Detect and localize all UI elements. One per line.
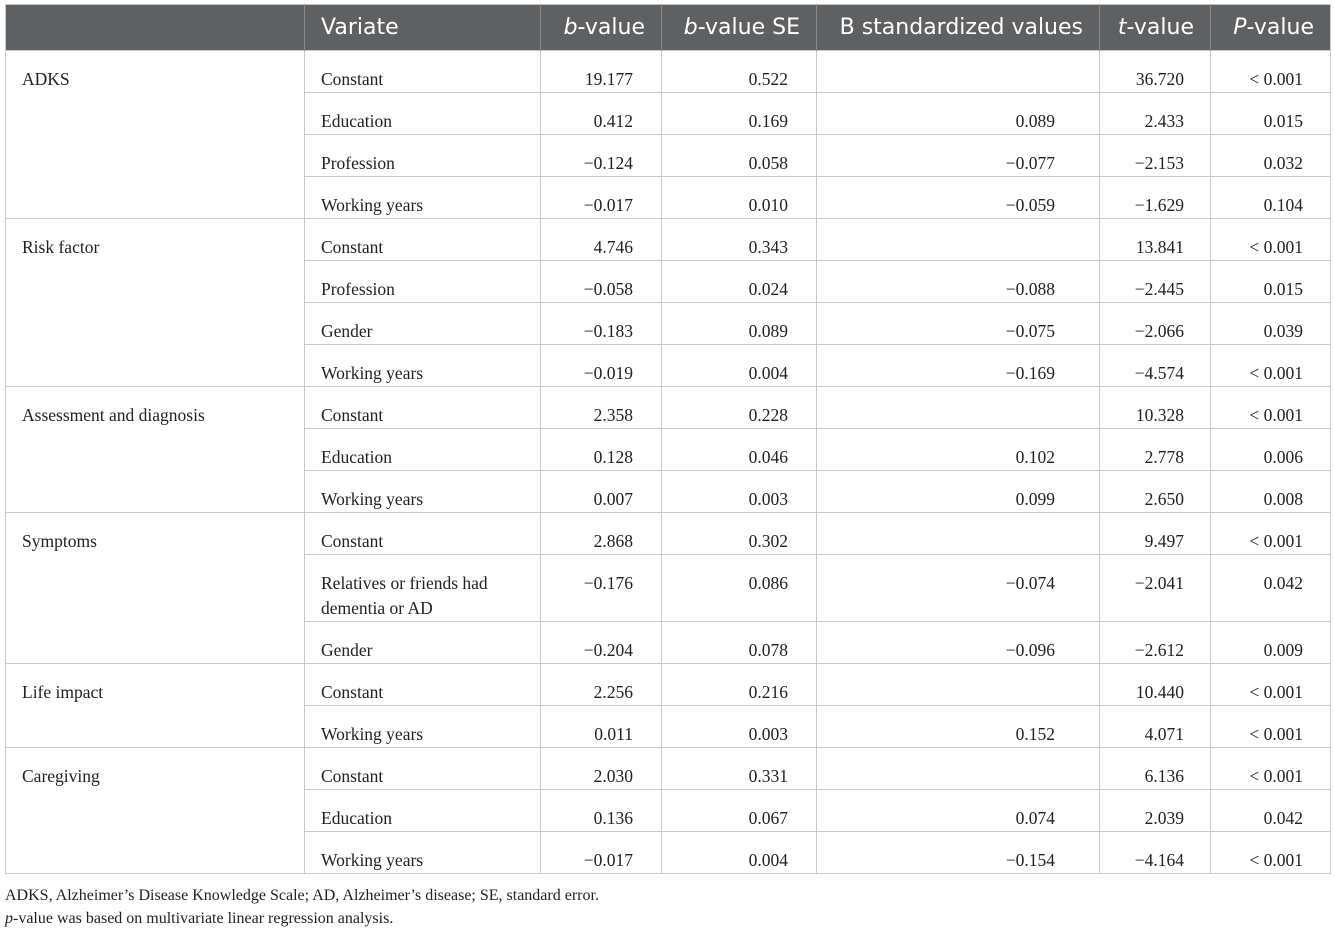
header-variate xyxy=(305,5,541,51)
b-standardized-cell: −0.059 xyxy=(817,177,1100,219)
b-value-cell: 2.868 xyxy=(541,513,662,555)
t-value-cell: 36.720 xyxy=(1100,51,1211,93)
regression-table-container xyxy=(5,4,1330,874)
b-standardized-cell: −0.074 xyxy=(817,555,1100,622)
b-standardized-cell: −0.169 xyxy=(817,345,1100,387)
b-se-cell: 0.003 xyxy=(662,471,817,513)
header-p-prefix: P xyxy=(1233,15,1247,40)
b-se-cell: 0.522 xyxy=(662,51,817,93)
b-value-cell: 4.746 xyxy=(541,219,662,261)
t-value-cell: 10.328 xyxy=(1100,387,1211,429)
variate-cell: Working years xyxy=(305,177,541,219)
t-value-cell: −2.041 xyxy=(1100,555,1211,622)
table-row xyxy=(6,219,1331,261)
b-standardized-cell: 0.102 xyxy=(817,429,1100,471)
b-value-cell: 2.030 xyxy=(541,748,662,790)
b-standardized-cell: 0.074 xyxy=(817,790,1100,832)
footnote-method-prefix: p xyxy=(5,910,13,927)
p-value-cell: < 0.001 xyxy=(1211,748,1331,790)
b-value-cell: −0.183 xyxy=(541,303,662,345)
b-se-cell: 0.078 xyxy=(662,622,817,664)
b-se-cell: 0.089 xyxy=(662,303,817,345)
table-header xyxy=(6,5,1331,51)
header-row xyxy=(6,5,1331,51)
header-se-suffix: -value SE xyxy=(697,15,800,40)
b-se-cell: 0.302 xyxy=(662,513,817,555)
header-b-suffix: -value xyxy=(577,15,645,40)
group-label: Life impact xyxy=(6,664,305,748)
header-t-value xyxy=(1100,5,1211,51)
b-standardized-cell xyxy=(817,513,1100,555)
variate-cell: Gender xyxy=(305,622,541,664)
header-p-value xyxy=(1211,5,1331,51)
p-value-cell: 0.104 xyxy=(1211,177,1331,219)
b-value-cell: −0.176 xyxy=(541,555,662,622)
variate-cell: Profession xyxy=(305,135,541,177)
p-value-cell: 0.042 xyxy=(1211,790,1331,832)
header-se-prefix: b xyxy=(683,15,698,40)
b-se-cell: 0.058 xyxy=(662,135,817,177)
b-standardized-cell: −0.096 xyxy=(817,622,1100,664)
group-label: Risk factor xyxy=(6,219,305,387)
header-b-prefix: b xyxy=(563,15,578,40)
variate-cell: Working years xyxy=(305,345,541,387)
p-value-cell: 0.032 xyxy=(1211,135,1331,177)
header-variate-label: Variate xyxy=(321,15,399,40)
b-standardized-cell xyxy=(817,51,1100,93)
b-se-cell: 0.024 xyxy=(662,261,817,303)
b-standardized-cell: −0.088 xyxy=(817,261,1100,303)
table-body xyxy=(6,51,1331,874)
t-value-cell: 2.650 xyxy=(1100,471,1211,513)
b-se-cell: 0.343 xyxy=(662,219,817,261)
t-value-cell: 2.778 xyxy=(1100,429,1211,471)
b-standardized-cell xyxy=(817,219,1100,261)
header-t-prefix: t xyxy=(1117,15,1127,40)
group-label: Assessment and diagnosis xyxy=(6,387,305,513)
p-value-cell: < 0.001 xyxy=(1211,51,1331,93)
p-value-cell: 0.015 xyxy=(1211,261,1331,303)
p-value-cell: 0.039 xyxy=(1211,303,1331,345)
variate-cell: Education xyxy=(305,93,541,135)
b-standardized-cell: 0.089 xyxy=(817,93,1100,135)
b-value-cell: 19.177 xyxy=(541,51,662,93)
b-value-cell: −0.017 xyxy=(541,177,662,219)
b-se-cell: 0.331 xyxy=(662,748,817,790)
group-label: ADKS xyxy=(6,51,305,219)
b-se-cell: 0.228 xyxy=(662,387,817,429)
t-value-cell: 10.440 xyxy=(1100,664,1211,706)
b-se-cell: 0.067 xyxy=(662,790,817,832)
p-value-cell: 0.009 xyxy=(1211,622,1331,664)
b-standardized-cell xyxy=(817,664,1100,706)
b-value-cell: −0.124 xyxy=(541,135,662,177)
t-value-cell: −4.574 xyxy=(1100,345,1211,387)
variate-cell: Working years xyxy=(305,706,541,748)
p-value-cell: 0.006 xyxy=(1211,429,1331,471)
p-value-cell: < 0.001 xyxy=(1211,219,1331,261)
t-value-cell: 4.071 xyxy=(1100,706,1211,748)
variate-cell: Education xyxy=(305,429,541,471)
variate-cell: Constant xyxy=(305,513,541,555)
table-row xyxy=(6,748,1331,790)
t-value-cell: 6.136 xyxy=(1100,748,1211,790)
footnote-abbreviations: ADKS, Alzheimer’s Disease Knowledge Scale; AD, Alzheimer’s disease; SE, standard error. xyxy=(5,887,599,904)
p-value-cell: < 0.001 xyxy=(1211,706,1331,748)
variate-cell: Relatives or friends had dementia or AD xyxy=(305,555,541,622)
variate-cell: Working years xyxy=(305,471,541,513)
b-standardized-cell: 0.152 xyxy=(817,706,1100,748)
b-value-cell: 0.007 xyxy=(541,471,662,513)
p-value-cell: 0.042 xyxy=(1211,555,1331,622)
variate-cell: Constant xyxy=(305,748,541,790)
b-standardized-cell: −0.075 xyxy=(817,303,1100,345)
b-value-cell: 0.136 xyxy=(541,790,662,832)
b-value-cell: −0.204 xyxy=(541,622,662,664)
p-value-cell: < 0.001 xyxy=(1211,387,1331,429)
p-value-cell: < 0.001 xyxy=(1211,345,1331,387)
variate-cell: Gender xyxy=(305,303,541,345)
table-row xyxy=(6,664,1331,706)
b-se-cell: 0.169 xyxy=(662,93,817,135)
p-value-cell: < 0.001 xyxy=(1211,664,1331,706)
header-b-se xyxy=(662,5,817,51)
p-value-cell: 0.008 xyxy=(1211,471,1331,513)
b-value-cell: 0.412 xyxy=(541,93,662,135)
table-row xyxy=(6,513,1331,555)
variate-cell: Constant xyxy=(305,219,541,261)
t-value-cell: −2.066 xyxy=(1100,303,1211,345)
variate-cell: Working years xyxy=(305,832,541,874)
b-se-cell: 0.086 xyxy=(662,555,817,622)
b-standardized-cell: 0.099 xyxy=(817,471,1100,513)
table-row xyxy=(6,387,1331,429)
b-value-cell: 0.011 xyxy=(541,706,662,748)
group-label: Caregiving xyxy=(6,748,305,874)
group-label: Symptoms xyxy=(6,513,305,664)
t-value-cell: −2.445 xyxy=(1100,261,1211,303)
footnote-method-suffix: -value was based on multivariate linear regression analysis. xyxy=(13,910,394,927)
t-value-cell: −2.153 xyxy=(1100,135,1211,177)
b-standardized-cell: −0.077 xyxy=(817,135,1100,177)
regression-table xyxy=(5,4,1331,874)
p-value-cell: 0.015 xyxy=(1211,93,1331,135)
b-standardized-cell xyxy=(817,387,1100,429)
b-se-cell: 0.004 xyxy=(662,832,817,874)
t-value-cell: −4.164 xyxy=(1100,832,1211,874)
t-value-cell: 9.497 xyxy=(1100,513,1211,555)
header-group xyxy=(6,5,305,51)
b-value-cell: 0.128 xyxy=(541,429,662,471)
b-se-cell: 0.046 xyxy=(662,429,817,471)
b-se-cell: 0.004 xyxy=(662,345,817,387)
header-t-suffix: -value xyxy=(1126,15,1194,40)
header-b-standardized xyxy=(817,5,1100,51)
b-se-cell: 0.010 xyxy=(662,177,817,219)
b-value-cell: −0.017 xyxy=(541,832,662,874)
t-value-cell: 2.039 xyxy=(1100,790,1211,832)
p-value-cell: < 0.001 xyxy=(1211,513,1331,555)
b-standardized-cell: −0.154 xyxy=(817,832,1100,874)
b-se-cell: 0.003 xyxy=(662,706,817,748)
b-standardized-cell xyxy=(817,748,1100,790)
b-value-cell: −0.019 xyxy=(541,345,662,387)
t-value-cell: 13.841 xyxy=(1100,219,1211,261)
b-value-cell: 2.256 xyxy=(541,664,662,706)
variate-cell: Constant xyxy=(305,51,541,93)
header-std-label: B standardized values xyxy=(839,15,1083,40)
variate-cell: Constant xyxy=(305,664,541,706)
b-value-cell: −0.058 xyxy=(541,261,662,303)
variate-cell: Profession xyxy=(305,261,541,303)
table-footnotes xyxy=(5,884,599,930)
table-row xyxy=(6,51,1331,93)
header-p-suffix: -value xyxy=(1246,15,1314,40)
b-value-cell: 2.358 xyxy=(541,387,662,429)
variate-cell: Education xyxy=(305,790,541,832)
footnote-method xyxy=(5,907,599,930)
t-value-cell: −2.612 xyxy=(1100,622,1211,664)
p-value-cell: < 0.001 xyxy=(1211,832,1331,874)
t-value-cell: 2.433 xyxy=(1100,93,1211,135)
header-b-value xyxy=(541,5,662,51)
b-se-cell: 0.216 xyxy=(662,664,817,706)
t-value-cell: −1.629 xyxy=(1100,177,1211,219)
variate-cell: Constant xyxy=(305,387,541,429)
